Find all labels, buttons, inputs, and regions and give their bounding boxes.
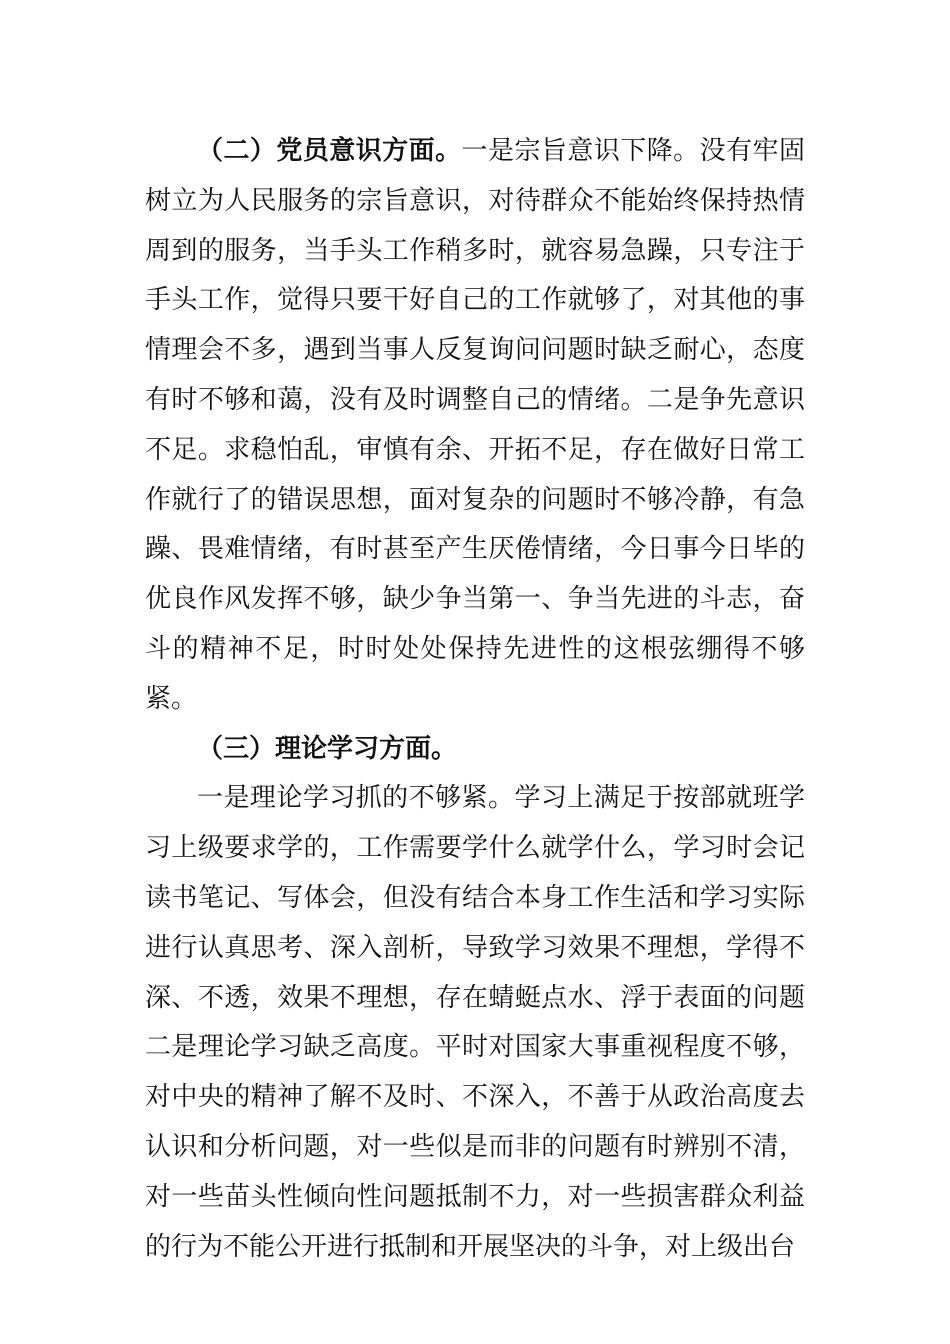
paragraph-section-3: 一是理论学习抓的不够紧。学习上满足于按部就班学习上级要求学的，工作需要学什么就学什么，学习时会记读书笔记、写体会，但没有结合本身工作生活和学习实际进行认真思考、深入剖析，导致学习效果不理想，学得不深、不透，效果不理想，存在蜻蜓点水、浮于表面的问题二是理论学习缺乏高度。平时对国家大事重视程度不够，对中央的精神了解不及时、不深入，不善于从政治高度去认识和分析问题，对一些似是而非的问题有时辨别不清，对一些苗头性倾向性问题抵制不力，对一些损害群众利益的行为不能公开进行抵制和开展坚决的斗争，对上级出台	[145, 783, 805, 1262]
paragraph-section-2	[145, 127, 805, 725]
section-3-heading: （三）理论学习方面。	[197, 733, 458, 764]
document-body	[145, 127, 805, 1272]
section-2-heading: （二）党员意识方面。	[197, 136, 462, 166]
section-2-body: 一是宗旨意识下降。没有牢固树立为人民服务的宗旨意识，对待群众不能始终保持热情周到的服务，当手头工作稍多时，就容易急躁，只专注于手头工作，觉得只要干好自己的工作就够了，对其他的事情理会不多，遇到当事人反复询问问题时缺乏耐心，态度有时不够和蔼，没有及时调整自己的情绪。二是争先意识不足。求稳怕乱，审慎有余、开拓不足，存在做好日常工作就行了的错误思想，面对复杂的问题时不够冷静，有急躁、畏难情绪，有时甚至产生厌倦情绪，今日事今日毕的优良作风发挥不够，缺少争当第一、争当先进的斗志，奋斗的精神不足，时时处处保持先进性的这根弦绷得不够紧。	[145, 136, 805, 714]
